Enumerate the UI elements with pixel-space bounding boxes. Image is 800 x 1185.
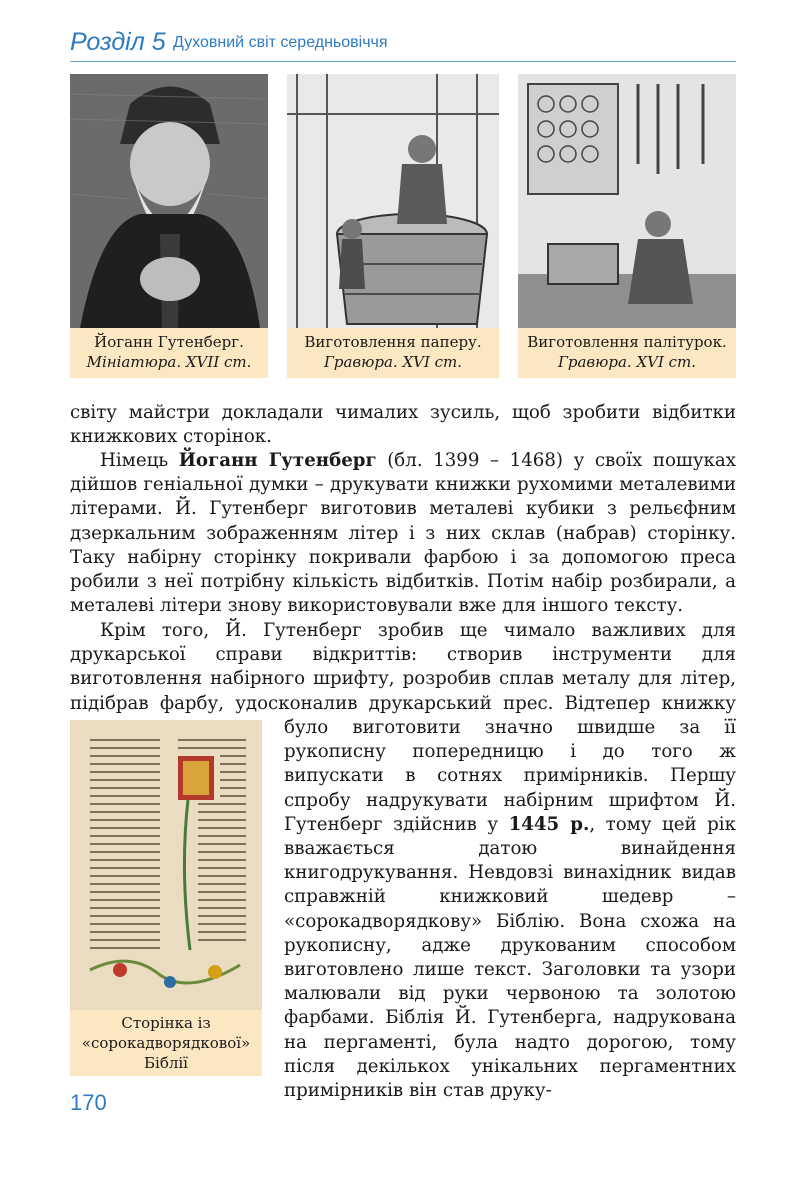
person-name: Йоганн Гутенберг xyxy=(178,450,377,471)
header-rule xyxy=(70,61,736,62)
caption-line: Сторінка із xyxy=(121,1014,211,1032)
paragraph xyxy=(284,716,736,1103)
figure-papermaking xyxy=(287,74,499,378)
caption-line: Виготовлення палітурок. xyxy=(527,333,727,351)
paragraph xyxy=(70,401,736,449)
figure-gutenberg-portrait xyxy=(70,74,268,378)
page-header xyxy=(70,28,736,64)
paragraph-text: Німець xyxy=(100,450,179,471)
caption-line: Гравюра. XVI ст. xyxy=(557,353,697,371)
caption-line: Мініатюра. XVII ст. xyxy=(86,353,252,371)
paragraph-text: було виготовити значно швидше за її рукописну попередницю і до того ж випускати в сотнях примірників. Першу спробу надрукувати набірним шрифтом Й. Гутенберг здійснив у xyxy=(284,717,736,835)
figure-caption xyxy=(287,332,499,372)
caption-line: Йоганн Гутенберг. xyxy=(94,333,244,351)
paragraph-text: світу майстри докладали чималих зусиль, щоб зробити відбитки книжкових сторінок. xyxy=(70,402,736,448)
caption-line: Гравюра. XVI ст. xyxy=(323,353,463,371)
figure-caption xyxy=(70,1013,262,1073)
paragraph-text: , тому цей рік вважається датою винайдення книгодрукування. Невдовзі винахідник видав справжній книжковий шедевр – «сорокадворядкову» Біблію. Вона схожа на рукописну, адже друкованим способом виготовлено лише текст. Заголовки та узори малювали від руки червоною та золотою фарбами. Біблія Й. Гутенберга, надрукована на пергаменті, була надто дорогою, тому після декількох унікальних пергаментних примірників він став друку- xyxy=(284,813,736,1102)
figure-bookbinding xyxy=(518,74,736,378)
figure-bible-page xyxy=(70,720,262,1076)
caption-line: Виготовлення паперу. xyxy=(304,333,482,351)
caption-line: «сорокадворядкової» xyxy=(81,1034,251,1052)
caption-line: Біблії xyxy=(144,1054,188,1072)
year-highlight: 1445 р. xyxy=(508,813,590,835)
papermaking-engraving-icon xyxy=(287,74,499,328)
figure-caption xyxy=(70,332,268,372)
figure-caption xyxy=(518,332,736,372)
paragraph xyxy=(70,449,736,618)
paragraph-text: (бл. 1399 – 1468) у своїх пошуках дійшов геніальної думки – друкувати книжки рухомими металевими літерами. Й. Гутенберг виготовив металеві кубики з рельєфним дзеркальним зображенням літер і з них склав (набрав) сторінку. Таку набірну сторінку покривали фарбою і за допомогою преса робили з неї потрібну кількість відбитків. Потім набір розбирали, а металеві літери знову використовували вже для іншого тексту. xyxy=(70,450,736,617)
bible-page-icon xyxy=(70,720,262,1010)
page-number: 170 xyxy=(70,1090,107,1115)
bookbinding-engraving-icon xyxy=(518,74,736,328)
paragraph-text: Крім того, Й. Гутенберг зробив ще чимало важливих для друкарської справи відкриттів: створив інструменти для виготовлення набірного шрифту, розробив сплав металу для літер, підібрав фарбу, удосконалив друкарський прес. Відтепер книжку xyxy=(70,620,736,714)
section-label: Розділ 5 xyxy=(70,28,166,56)
section-title: Духовний світ середньовіччя xyxy=(173,34,388,51)
portrait-engraving-icon xyxy=(70,74,268,328)
